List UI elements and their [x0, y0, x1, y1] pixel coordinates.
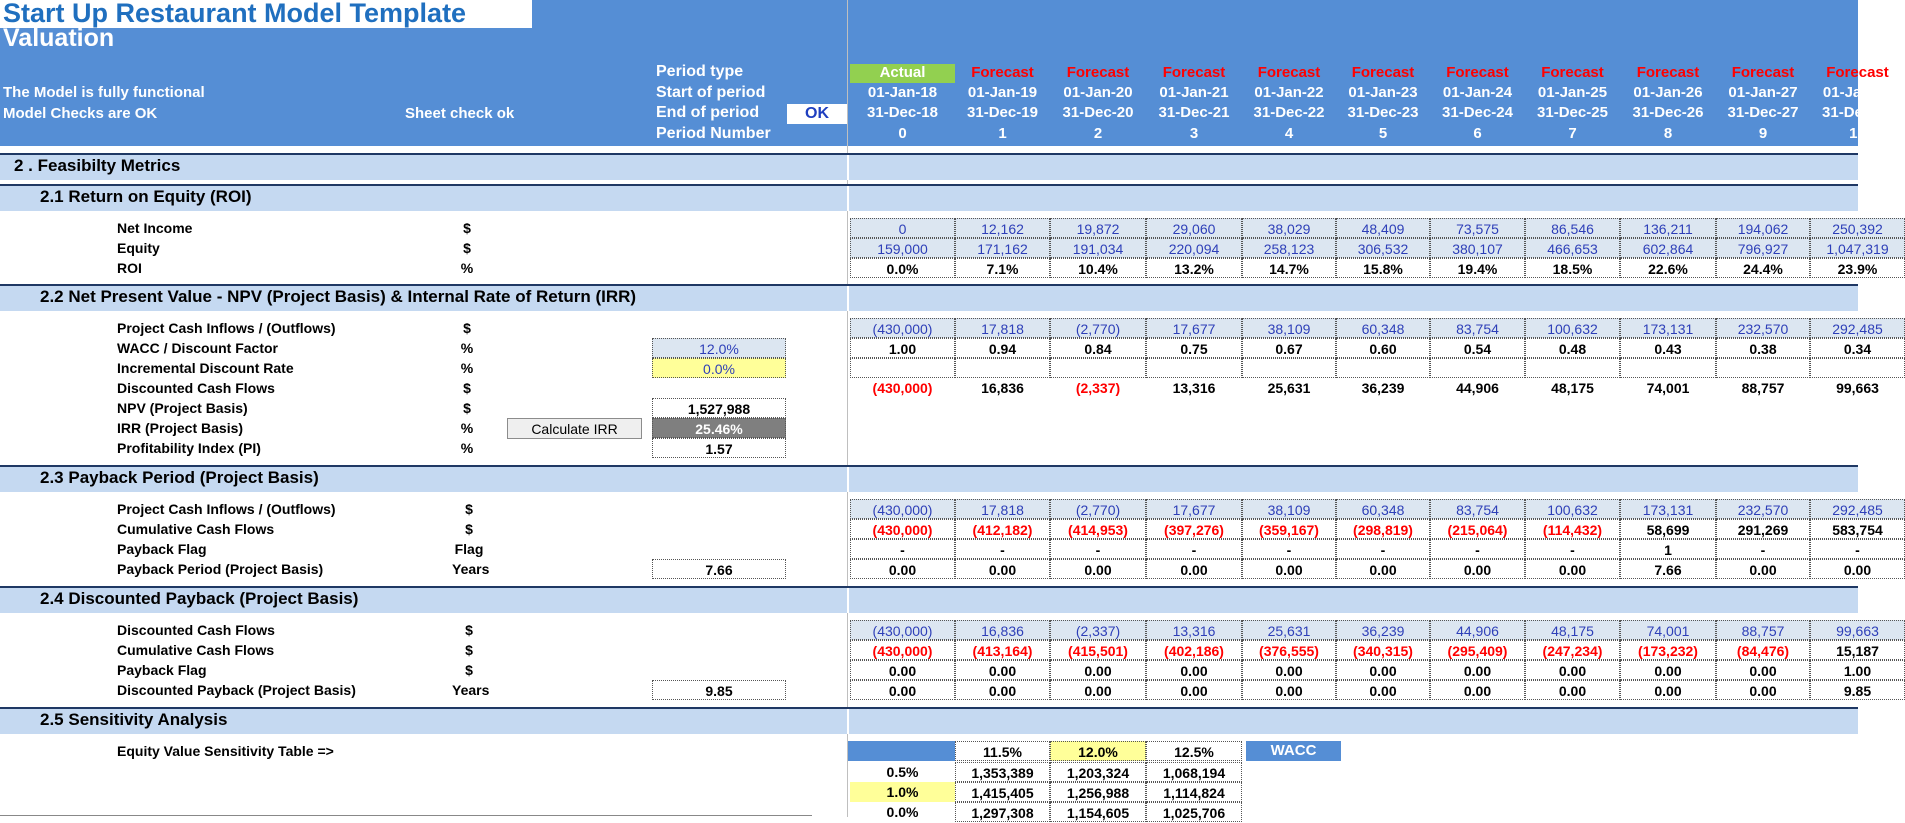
dpayback-cell-0-10: 99,663 — [1810, 620, 1905, 640]
sensitivity-cell-1-1: 1,256,988 — [1050, 782, 1146, 802]
npv-input-6: 1.57 — [652, 438, 786, 458]
roi-cell-1-9: 796,927 — [1716, 238, 1810, 258]
payback-row-unit-1: $ — [465, 521, 473, 537]
payback-cell-0-7: 100,632 — [1525, 499, 1620, 519]
npv-cell-3-6: 44,906 — [1456, 380, 1499, 396]
dpayback-cell-0-4: 25,631 — [1242, 620, 1336, 640]
payback-cell-2-3: - — [1146, 539, 1242, 559]
roi-cell-2-10: 23.9% — [1810, 258, 1905, 278]
roi-cell-1-2: 191,034 — [1050, 238, 1146, 258]
npv-row-unit-5: % — [460, 420, 474, 436]
dpayback-cell-1-3: (402,186) — [1146, 640, 1242, 660]
sensitivity-row-label-1[interactable]: 1.0% — [850, 782, 955, 802]
npv-input-4: 1,527,988 — [652, 398, 786, 418]
period-num-0: 0 — [898, 125, 907, 142]
npv-empty-cell-0 — [850, 358, 955, 378]
payback-cell-0-9: 232,570 — [1716, 499, 1810, 519]
roi-cell-1-5: 306,532 — [1336, 238, 1430, 258]
dpayback-cell-0-0: (430,000) — [850, 620, 955, 640]
roi-cell-2-5: 15.8% — [1336, 258, 1430, 278]
sensitivity-corner-cell — [848, 741, 955, 761]
npv-cell-0-0: (430,000) — [850, 318, 955, 338]
npv-cell-1-1: 0.94 — [955, 338, 1050, 358]
dpayback-row-label-0: Discounted Cash Flows — [117, 622, 275, 638]
npv-row-label-0: Project Cash Inflows / (Outflows) — [117, 320, 336, 336]
period-type-7: Forecast — [1541, 64, 1604, 81]
dpayback-cell-0-6: 44,906 — [1430, 620, 1525, 640]
period-end-5: 31-Dec-23 — [1347, 104, 1419, 121]
period-start-1: 01-Jan-19 — [967, 84, 1038, 101]
payback-cell-1-8: 58,699 — [1620, 519, 1716, 539]
npv-cell-1-6: 0.54 — [1430, 338, 1525, 358]
roi-cell-0-3: 29,060 — [1146, 218, 1242, 238]
period-type-0: Actual — [879, 64, 926, 81]
section-2-title: 2 . Feasibilty Metrics — [14, 156, 181, 175]
npv-cell-0-1: 17,818 — [955, 318, 1050, 338]
payback-cell-0-6: 83,754 — [1430, 499, 1525, 519]
npv-cell-0-10: 292,485 — [1810, 318, 1905, 338]
period-end-4: 31-Dec-22 — [1253, 104, 1325, 121]
period-type-8: Forecast — [1636, 64, 1700, 81]
dpayback-cell-0-2: (2,337) — [1050, 620, 1146, 640]
npv-row-unit-2: % — [460, 360, 474, 376]
roi-cell-2-2: 10.4% — [1050, 258, 1146, 278]
period-start-5: 01-Jan-23 — [1348, 84, 1418, 101]
roi-cell-0-1: 12,162 — [955, 218, 1050, 238]
npv-empty-cell-3 — [1146, 358, 1242, 378]
payback-cell-0-3: 17,677 — [1146, 499, 1242, 519]
payback-input-3: 7.66 — [652, 559, 786, 579]
sensitivity-cell-1-2: 1,114,824 — [1146, 782, 1242, 802]
dpayback-row-label-3: Discounted Payback (Project Basis) — [117, 682, 356, 698]
payback-cell-3-10: 0.00 — [1810, 559, 1905, 579]
npv-empty-cell-1 — [955, 358, 1050, 378]
payback-cell-2-8: 1 — [1620, 539, 1716, 559]
model-status: The Model is fully functional — [3, 84, 205, 101]
npv-input-5: 25.46% — [652, 418, 786, 438]
sensitivity-table-label: Equity Value Sensitivity Table => — [117, 743, 334, 759]
period-end-1: 31-Dec-19 — [967, 104, 1038, 121]
payback-cell-2-4: - — [1242, 539, 1336, 559]
period-end-9: 31-Dec-27 — [1727, 104, 1799, 121]
dpayback-row-unit-0: $ — [465, 622, 473, 638]
period-num-9: 9 — [1758, 125, 1768, 142]
period-type-2: Forecast — [1066, 64, 1130, 81]
npv-empty-cell-10 — [1810, 358, 1905, 378]
roi-cell-2-1: 7.1% — [955, 258, 1050, 278]
payback-cell-1-9: 291,269 — [1716, 519, 1810, 539]
dpayback-cell-2-8: 0.00 — [1620, 660, 1716, 680]
npv-cell-3-3: 13,316 — [1172, 380, 1216, 396]
npv-cell-3-8: 74,001 — [1646, 380, 1690, 396]
dpayback-row-label-2: Payback Flag — [117, 662, 207, 678]
sensitivity-cell-2-0: 1,297,308 — [955, 802, 1050, 822]
section-2-5-title: 2.5 Sensitivity Analysis — [40, 710, 228, 729]
payback-cell-2-1: - — [955, 539, 1050, 559]
payback-cell-3-6: 0.00 — [1430, 559, 1525, 579]
dpayback-cell-3-7: 0.00 — [1525, 680, 1620, 700]
roi-cell-0-4: 38,029 — [1242, 218, 1336, 238]
payback-cell-2-9: - — [1716, 539, 1810, 559]
sensitivity-col-header-1[interactable]: 12.0% — [1050, 741, 1146, 761]
period-start-7: 01-Jan-25 — [1537, 84, 1608, 101]
dpayback-cell-3-5: 0.00 — [1336, 680, 1430, 700]
row-label-end: End of period — [656, 104, 760, 121]
npv-cell-0-8: 173,131 — [1620, 318, 1716, 338]
npv-row-unit-1: % — [460, 340, 474, 356]
npv-cell-3-5: 36,239 — [1361, 380, 1405, 396]
row-label-period-number: Period Number — [656, 125, 771, 142]
npv-empty-cell-4 — [1242, 358, 1336, 378]
payback-cell-0-8: 173,131 — [1620, 499, 1716, 519]
period-num-10: 10 — [1849, 125, 1866, 142]
payback-cell-1-4: (359,167) — [1242, 519, 1336, 539]
section-2-1-band — [0, 186, 1858, 211]
section-2-divider — [847, 155, 849, 180]
dpayback-cell-3-3: 0.00 — [1146, 680, 1242, 700]
sensitivity-col-header-2: 12.5% — [1146, 741, 1242, 761]
payback-row-unit-3: Years — [452, 561, 490, 577]
dpayback-row-unit-3: Years — [452, 682, 490, 698]
ok-flag: OK — [787, 104, 847, 124]
section-2-5-divider — [847, 709, 849, 734]
npv-row-unit-4: $ — [463, 400, 471, 416]
payback-cell-2-5: - — [1336, 539, 1430, 559]
roi-cell-0-5: 48,409 — [1336, 218, 1430, 238]
payback-cell-3-9: 0.00 — [1716, 559, 1810, 579]
period-num-1: 1 — [998, 125, 1007, 142]
dpayback-cell-1-6: (295,409) — [1430, 640, 1525, 660]
npv-empty-cell-7 — [1525, 358, 1620, 378]
payback-cell-0-5: 60,348 — [1336, 499, 1430, 519]
payback-cell-1-1: (412,182) — [955, 519, 1050, 539]
npv-cell-0-9: 232,570 — [1716, 318, 1810, 338]
period-start-3: 01-Jan-21 — [1159, 84, 1229, 101]
payback-cell-3-5: 0.00 — [1336, 559, 1430, 579]
payback-cell-2-6: - — [1430, 539, 1525, 559]
sheet-subtitle: Valuation — [3, 24, 115, 52]
section-2-1-title: 2.1 Return on Equity (ROI) — [40, 187, 252, 206]
npv-cell-3-2: (2,337) — [1075, 380, 1121, 396]
roi-cell-0-9: 194,062 — [1716, 218, 1810, 238]
npv-row-label-4: NPV (Project Basis) — [117, 400, 248, 416]
dpayback-cell-2-3: 0.00 — [1146, 660, 1242, 680]
payback-cell-0-0: (430,000) — [850, 499, 955, 519]
dpayback-cell-2-2: 0.00 — [1050, 660, 1146, 680]
roi-cell-1-6: 380,107 — [1430, 238, 1525, 258]
npv-row-label-1: WACC / Discount Factor — [117, 340, 279, 356]
section-2-band — [0, 155, 1858, 180]
roi-cell-0-8: 136,211 — [1620, 218, 1716, 238]
section-2-4-title: 2.4 Discounted Payback (Project Basis) — [40, 589, 359, 608]
npv-cell-1-5: 0.60 — [1336, 338, 1430, 358]
payback-cell-3-8: 7.66 — [1620, 559, 1716, 579]
roi-row-unit-0: $ — [463, 220, 471, 236]
section-2-2-divider — [847, 286, 849, 311]
npv-empty-cell-8 — [1620, 358, 1716, 378]
section-2-1-divider — [847, 186, 849, 211]
sensitivity-cell-1-0: 1,415,405 — [955, 782, 1050, 802]
dpayback-cell-2-6: 0.00 — [1430, 660, 1525, 680]
payback-cell-1-7: (114,432) — [1525, 519, 1620, 539]
roi-cell-2-9: 24.4% — [1716, 258, 1810, 278]
roi-cell-2-4: 14.7% — [1242, 258, 1336, 278]
npv-cell-1-0: 1.00 — [850, 338, 955, 358]
payback-row-label-2: Payback Flag — [117, 541, 207, 557]
payback-cell-1-0: (430,000) — [850, 519, 955, 539]
payback-row-label-1: Cumulative Cash Flows — [117, 521, 275, 537]
dpayback-cell-1-2: (415,501) — [1050, 640, 1146, 660]
payback-cell-3-4: 0.00 — [1242, 559, 1336, 579]
npv-row-label-2: Incremental Discount Rate — [117, 360, 294, 376]
npv-cell-3-9: 88,757 — [1741, 380, 1785, 396]
npv-cell-1-7: 0.48 — [1525, 338, 1620, 358]
dpayback-cell-3-4: 0.00 — [1242, 680, 1336, 700]
payback-cell-0-10: 292,485 — [1810, 499, 1905, 519]
period-type-5: Forecast — [1351, 64, 1415, 81]
payback-cell-0-1: 17,818 — [955, 499, 1050, 519]
roi-row-label-1: Equity — [117, 240, 160, 256]
npv-row-label-5: IRR (Project Basis) — [117, 420, 244, 436]
dpayback-cell-0-5: 36,239 — [1336, 620, 1430, 640]
payback-cell-2-2: - — [1050, 539, 1146, 559]
npv-empty-cell-9 — [1716, 358, 1810, 378]
section-2-5-band — [0, 709, 1858, 734]
period-start-2: 01-Jan-20 — [1063, 84, 1133, 101]
dpayback-cell-1-5: (340,315) — [1336, 640, 1430, 660]
payback-row-unit-2: Flag — [454, 541, 484, 557]
roi-cell-1-1: 171,162 — [955, 238, 1050, 258]
dpayback-cell-3-2: 0.00 — [1050, 680, 1146, 700]
roi-row-unit-1: $ — [463, 240, 471, 256]
dpayback-cell-2-10: 1.00 — [1810, 660, 1905, 680]
dpayback-cell-0-8: 74,001 — [1620, 620, 1716, 640]
row-label-period-type: Period type — [656, 63, 744, 80]
payback-cell-1-10: 583,754 — [1810, 519, 1905, 539]
dpayback-cell-1-4: (376,555) — [1242, 640, 1336, 660]
dpayback-cell-3-9: 0.00 — [1716, 680, 1810, 700]
sensitivity-row-label-0: 0.5% — [886, 764, 919, 780]
roi-cell-0-10: 250,392 — [1810, 218, 1905, 238]
period-end-3: 31-Dec-21 — [1158, 104, 1230, 121]
period-start-8: 01-Jan-26 — [1633, 84, 1703, 101]
period-type-1: Forecast — [971, 64, 1034, 81]
npv-row-unit-6: % — [460, 440, 474, 456]
dpayback-cell-3-6: 0.00 — [1430, 680, 1525, 700]
period-end-7: 31-Dec-25 — [1537, 104, 1608, 121]
payback-row-label-0: Project Cash Inflows / (Outflows) — [117, 501, 336, 517]
payback-cell-3-1: 0.00 — [955, 559, 1050, 579]
dpayback-cell-3-10: 9.85 — [1810, 680, 1905, 700]
period-start-6: 01-Jan-24 — [1442, 84, 1513, 101]
period-start-10: 01-Jan-28 — [1822, 84, 1893, 101]
period-end-8: 31-Dec-26 — [1632, 104, 1704, 121]
period-num-5: 5 — [1378, 125, 1388, 142]
period-start-4: 01-Jan-22 — [1254, 84, 1324, 101]
npv-row-unit-0: $ — [463, 320, 471, 336]
npv-cell-1-2: 0.84 — [1050, 338, 1146, 358]
sensitivity-cell-2-2: 1,025,706 — [1146, 802, 1242, 822]
period-type-10: Forecast — [1826, 64, 1889, 81]
roi-cell-1-7: 466,653 — [1525, 238, 1620, 258]
npv-cell-1-10: 0.34 — [1810, 338, 1905, 358]
section-2-3-title: 2.3 Payback Period (Project Basis) — [40, 468, 319, 487]
section-2-4-divider — [847, 588, 849, 613]
dpayback-cell-1-7: (247,234) — [1525, 640, 1620, 660]
roi-row-unit-2: % — [460, 260, 474, 276]
dpayback-cell-0-3: 13,316 — [1146, 620, 1242, 640]
roi-cell-2-8: 22.6% — [1620, 258, 1716, 278]
period-end-2: 31-Dec-20 — [1062, 104, 1134, 121]
roi-cell-0-6: 73,575 — [1430, 218, 1525, 238]
roi-cell-2-7: 18.5% — [1525, 258, 1620, 278]
period-type-4: Forecast — [1257, 64, 1321, 81]
npv-cell-1-3: 0.75 — [1146, 338, 1242, 358]
npv-empty-cell-6 — [1430, 358, 1525, 378]
checks-status: Model Checks are OK — [3, 105, 158, 122]
dpayback-row-unit-1: $ — [465, 642, 473, 658]
payback-cell-3-7: 0.00 — [1525, 559, 1620, 579]
sensitivity-cell-0-1: 1,203,324 — [1050, 762, 1146, 782]
period-end-0: 31-Dec-18 — [867, 104, 938, 121]
roi-cell-0-2: 19,872 — [1050, 218, 1146, 238]
npv-cell-3-4: 25,631 — [1267, 380, 1311, 396]
dpayback-cell-0-1: 16,836 — [955, 620, 1050, 640]
npv-cell-1-8: 0.43 — [1620, 338, 1716, 358]
dpayback-cell-0-7: 48,175 — [1525, 620, 1620, 640]
npv-empty-cell-2 — [1050, 358, 1146, 378]
sheet-check: Sheet check ok — [405, 105, 515, 122]
payback-cell-0-4: 38,109 — [1242, 499, 1336, 519]
dpayback-cell-1-1: (413,164) — [955, 640, 1050, 660]
bottom-border — [0, 815, 812, 816]
period-num-4: 4 — [1284, 125, 1294, 142]
dpayback-cell-2-4: 0.00 — [1242, 660, 1336, 680]
period-type-6: Forecast — [1446, 64, 1509, 81]
payback-cell-1-5: (298,819) — [1336, 519, 1430, 539]
npv-cell-0-4: 38,109 — [1242, 318, 1336, 338]
npv-cell-3-10: 99,663 — [1836, 380, 1879, 396]
sensitivity-cell-2-1: 1,154,605 — [1050, 802, 1146, 822]
period-num-2: 2 — [1093, 125, 1103, 142]
sensitivity-cell-0-2: 1,068,194 — [1146, 762, 1242, 782]
payback-cell-1-6: (215,064) — [1430, 519, 1525, 539]
npv-cell-0-3: 17,677 — [1146, 318, 1242, 338]
payback-cell-1-2: (414,953) — [1050, 519, 1146, 539]
npv-cell-3-1: 16,836 — [981, 380, 1024, 396]
npv-cell-1-9: 0.38 — [1716, 338, 1810, 358]
dpayback-cell-3-8: 0.00 — [1620, 680, 1716, 700]
sheet-title: Start Up Restaurant Model Template — [3, 0, 467, 28]
roi-cell-1-8: 602,864 — [1620, 238, 1716, 258]
npv-empty-cell-5 — [1336, 358, 1430, 378]
roi-cell-1-4: 258,123 — [1242, 238, 1336, 258]
npv-input-1[interactable]: 12.0% — [652, 338, 786, 358]
dpayback-input-3: 9.85 — [652, 680, 786, 700]
row-label-start: Start of period — [656, 84, 766, 101]
period-num-3: 3 — [1189, 125, 1199, 142]
payback-cell-2-10: - — [1810, 539, 1905, 559]
dpayback-cell-2-0: 0.00 — [850, 660, 955, 680]
npv-row-unit-3: $ — [463, 380, 471, 396]
roi-cell-1-10: 1,047,319 — [1810, 238, 1905, 258]
period-start-9: 01-Jan-27 — [1728, 84, 1798, 101]
npv-cell-1-4: 0.67 — [1242, 338, 1336, 358]
period-end-10: 31-Dec-28 — [1822, 104, 1893, 121]
period-num-7: 7 — [1568, 125, 1577, 142]
dpayback-cell-3-1: 0.00 — [955, 680, 1050, 700]
dpayback-cell-2-9: 0.00 — [1716, 660, 1810, 680]
npv-cell-0-7: 100,632 — [1525, 318, 1620, 338]
payback-cell-3-2: 0.00 — [1050, 559, 1146, 579]
npv-cell-0-2: (2,770) — [1050, 318, 1146, 338]
dpayback-cell-0-9: 88,757 — [1716, 620, 1810, 640]
wacc-label: WACC — [1246, 741, 1341, 761]
payback-cell-2-0: - — [850, 539, 955, 559]
payback-row-label-3: Payback Period (Project Basis) — [117, 561, 324, 577]
payback-cell-2-7: - — [1525, 539, 1620, 559]
freeze-pane-divider — [847, 0, 848, 817]
dpayback-cell-1-10: 15,187 — [1810, 640, 1905, 660]
sensitivity-col-header-0: 11.5% — [955, 741, 1050, 761]
npv-row-label-3: Discounted Cash Flows — [117, 380, 275, 396]
period-num-6: 6 — [1473, 125, 1482, 142]
payback-row-unit-0: $ — [465, 501, 473, 517]
npv-input-2[interactable]: 0.0% — [652, 358, 786, 378]
dpayback-cell-3-0: 0.00 — [850, 680, 955, 700]
roi-cell-2-3: 13.2% — [1146, 258, 1242, 278]
dpayback-cell-2-5: 0.00 — [1336, 660, 1430, 680]
dpayback-cell-1-9: (84,476) — [1716, 640, 1810, 660]
roi-cell-0-0: 0 — [850, 218, 955, 238]
roi-cell-0-7: 86,546 — [1525, 218, 1620, 238]
roi-row-label-2: ROI — [117, 260, 142, 276]
payback-cell-0-2: (2,770) — [1050, 499, 1146, 519]
dpayback-row-unit-2: $ — [465, 662, 473, 678]
period-type-9: Forecast — [1731, 64, 1795, 81]
roi-cell-1-3: 220,094 — [1146, 238, 1242, 258]
section-2-2-title: 2.2 Net Present Value - NPV (Project Basis) & Internal Rate of Return (IRR) — [40, 287, 637, 306]
payback-cell-3-3: 0.00 — [1146, 559, 1242, 579]
payback-cell-3-0: 0.00 — [850, 559, 955, 579]
section-2-3-divider — [847, 467, 849, 492]
dpayback-cell-2-7: 0.00 — [1525, 660, 1620, 680]
period-num-8: 8 — [1663, 125, 1673, 142]
payback-cell-1-3: (397,276) — [1146, 519, 1242, 539]
dpayback-cell-1-8: (173,232) — [1620, 640, 1716, 660]
npv-cell-0-5: 60,348 — [1336, 318, 1430, 338]
dpayback-cell-2-1: 0.00 — [955, 660, 1050, 680]
period-end-6: 31-Dec-24 — [1442, 104, 1513, 121]
period-type-3: Forecast — [1162, 64, 1226, 81]
sensitivity-row-label-2: 0.0% — [886, 804, 919, 820]
sensitivity-cell-0-0: 1,353,389 — [955, 762, 1050, 782]
dpayback-cell-1-0: (430,000) — [850, 640, 955, 660]
roi-cell-2-6: 19.4% — [1430, 258, 1525, 278]
roi-cell-2-0: 0.0% — [850, 258, 955, 278]
npv-cell-3-0: (430,000) — [872, 380, 933, 396]
npv-cell-0-6: 83,754 — [1430, 318, 1525, 338]
calculate-irr-button[interactable]: Calculate IRR — [507, 418, 642, 439]
npv-cell-3-7: 48,175 — [1551, 380, 1594, 396]
roi-row-label-0: Net Income — [117, 220, 193, 236]
period-start-0: 01-Jan-18 — [867, 84, 938, 101]
roi-cell-1-0: 159,000 — [850, 238, 955, 258]
dpayback-row-label-1: Cumulative Cash Flows — [117, 642, 275, 658]
npv-row-label-6: Profitability Index (PI) — [117, 440, 261, 456]
